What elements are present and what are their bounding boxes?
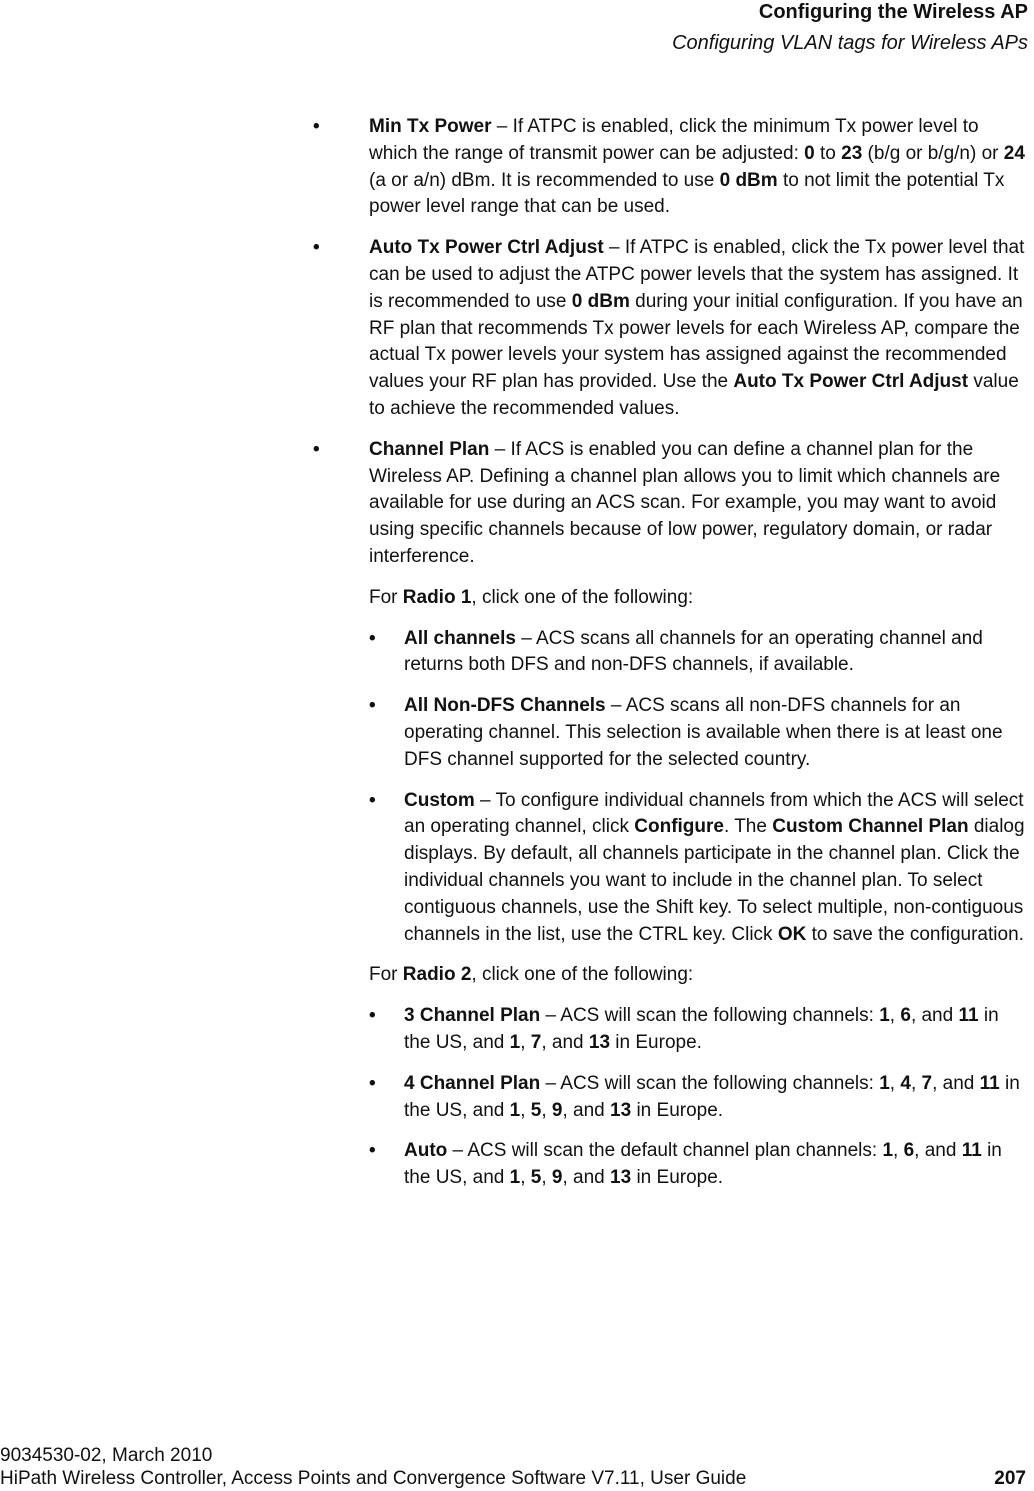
page-content: [313, 114, 1029, 1206]
bullet-marker: •: [369, 1140, 376, 1162]
sub-bullet-4-channel-plan: • 4 Channel Plan – ACS will scan the following channels: 1, 4, 7, and 11 in the US, and 1, 5, 9, and 13 in Europe.: [369, 1072, 1020, 1121]
page-number: 207: [994, 1468, 1026, 1489]
bullet-marker: •: [369, 695, 376, 717]
bullet-marker: •: [369, 627, 376, 649]
bullet-marker: •: [369, 1005, 376, 1027]
bullet-marker: •: [369, 789, 376, 811]
bullet-channel-plan: • Channel Plan – If ACS is enabled you can define a channel plan for the Wireless AP. Defining a channel plan allows you to limit which channels are available for use during an ACS scan. For example, you may want to avoid using specific channels because of low power, regulatory domain, or radar interference.: [313, 438, 1001, 567]
bullet-marker: •: [313, 438, 320, 460]
footer-guide-title: HiPath Wireless Controller, Access Points and Convergence Software V7.11, User Guide: [0, 1468, 747, 1489]
running-header-title: Configuring the Wireless AP: [758, 1, 1028, 23]
radio2-intro: For Radio 2, click one of the following:: [369, 964, 694, 986]
sub-bullet-auto: • Auto – ACS will scan the default channel plan channels: 1, 6, and 11 in the US, and 1, 5, 9, and 13 in Europe.: [369, 1140, 1002, 1189]
running-header-subtitle: Configuring VLAN tags for Wireless APs: [672, 32, 1028, 54]
bullet-min-tx-power: • Min Tx Power – If ATPC is enabled, click the minimum Tx power level to which the range of transmit power can be adjusted: 0 to 23 (b/g or b/g/n) or 24 (a or a/n) dBm. It is recommended to use 0 dBm to not limit the potential Tx power level range that can be used.: [313, 116, 1025, 218]
radio1-intro: For Radio 1, click one of the following:: [369, 586, 694, 608]
bullet-auto-tx-power-ctrl-adjust: • Auto Tx Power Ctrl Adjust – If ATPC is enabled, click the Tx power level that can be used to adjust the ATPC power levels that the system has assigned. It is recommended to use 0 dBm during your initial configuration. If you have an RF plan that recommends Tx power levels for each Wireless AP, compare the actual Tx power levels your system has assigned against the recommended values your RF plan has provided. Use the Auto Tx Power Ctrl Adjust value to achieve the recommended values.: [313, 237, 1025, 419]
bullet-marker: •: [313, 116, 320, 137]
bullet-marker: •: [313, 237, 320, 259]
footer-doc-id: 9034530-02, March 2010: [0, 1445, 213, 1466]
sub-bullet-all-channels: • All channels – ACS scans all channels for an operating channel and returns both DFS and non-DFS channels, if available.: [369, 627, 983, 676]
sub-bullet-all-non-dfs-channels: • All Non-DFS Channels – ACS scans all non-DFS channels for an operating channel. This selection is available when there is at least one DFS channel supported for the selected country.: [369, 695, 1003, 770]
bullet-marker: •: [369, 1072, 376, 1094]
sub-bullet-3-channel-plan: • 3 Channel Plan – ACS will scan the following channels: 1, 6, and 11 in the US, and 1, 7, and 13 in Europe.: [369, 1005, 999, 1053]
sub-bullet-custom: • Custom – To configure individual channels from which the ACS will select an operating channel, click Configure. The Custom Channel Plan dialog displays. By default, all channels participate in the channel plan. Click the individual channels you want to include in the channel plan. To select contiguous channels, use the Shift key. To select multiple, non-contiguous channels in the list, use the CTRL key. Click OK to save the configuration.: [369, 789, 1025, 945]
